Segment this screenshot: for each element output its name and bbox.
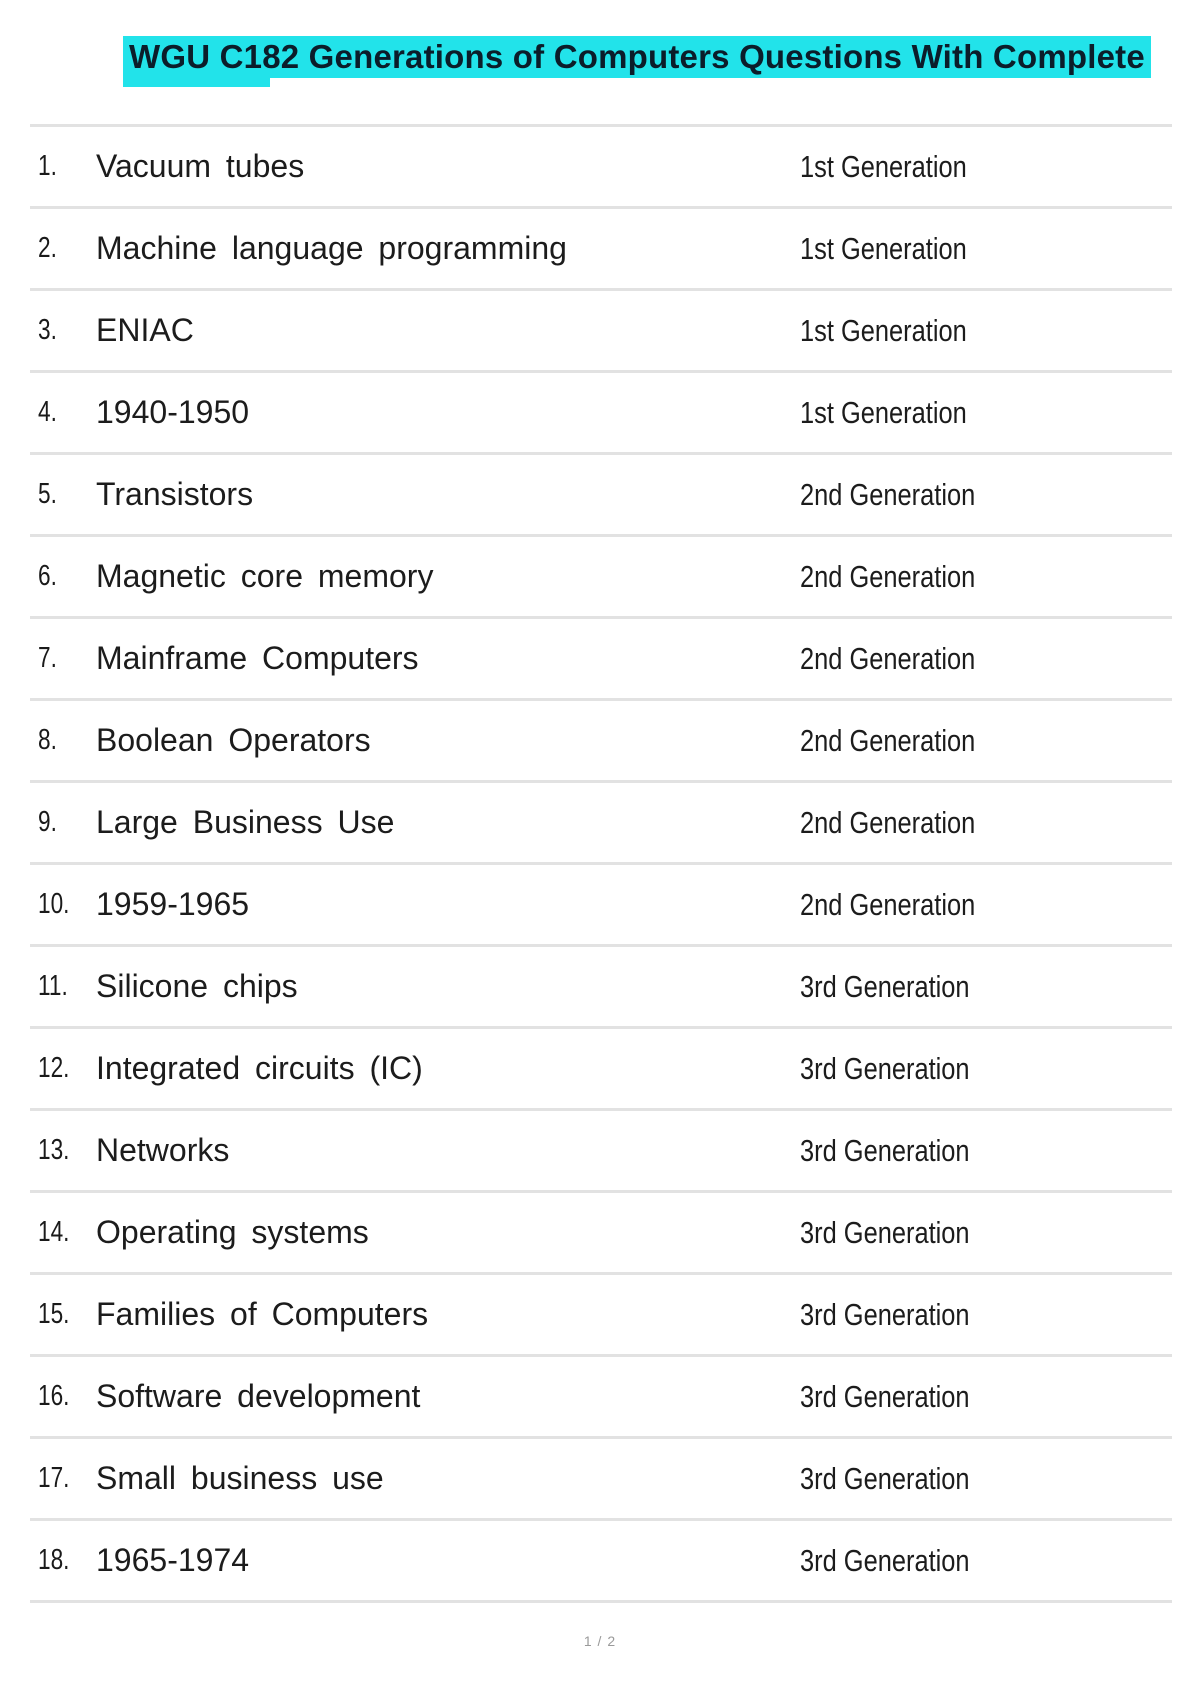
list-item [30, 619, 1172, 701]
item-definition: 2nd Generation [800, 805, 976, 840]
list-item [30, 1029, 1172, 1111]
item-definition: 1st Generation [800, 231, 967, 266]
item-number: 4. [38, 396, 57, 428]
list-item [30, 783, 1172, 865]
item-term: Mainframe Computers [96, 640, 419, 676]
item-number: 5. [38, 478, 57, 510]
title-block [123, 36, 1145, 84]
list-item [30, 373, 1172, 455]
item-number: 15. [38, 1298, 70, 1330]
item-term: Operating systems [96, 1214, 369, 1250]
item-term: Vacuum tubes [96, 148, 305, 184]
item-definition: 3rd Generation [800, 969, 970, 1004]
item-term: 1940-1950 [96, 394, 250, 430]
list-item [30, 1439, 1172, 1521]
list-item [30, 209, 1172, 291]
item-term: 1959-1965 [96, 886, 250, 922]
list-item [30, 701, 1172, 783]
list-item [30, 1357, 1172, 1439]
item-term: Families of Computers [96, 1296, 429, 1332]
title-highlight-tail [123, 78, 270, 87]
qa-list [30, 124, 1172, 1603]
list-item [30, 291, 1172, 373]
list-item [30, 127, 1172, 209]
item-number: 1. [38, 150, 57, 182]
item-number: 14. [38, 1216, 70, 1248]
item-definition: 1st Generation [800, 149, 967, 184]
item-term: Software development [96, 1378, 421, 1414]
item-definition: 3rd Generation [800, 1215, 970, 1250]
item-number: 9. [38, 806, 57, 838]
list-item [30, 1521, 1172, 1603]
item-term: 1965-1974 [96, 1542, 250, 1578]
item-number: 6. [38, 560, 57, 592]
item-number: 10. [38, 888, 70, 920]
item-number: 3. [38, 314, 57, 346]
item-number: 7. [38, 642, 57, 674]
item-definition: 2nd Generation [800, 887, 976, 922]
item-number: 11. [38, 970, 68, 1002]
item-definition: 3rd Generation [800, 1133, 970, 1168]
item-number: 2. [38, 232, 57, 264]
item-number: 13. [38, 1134, 70, 1166]
item-term: Boolean Operators [96, 722, 371, 758]
item-term: Networks [96, 1132, 230, 1168]
list-item [30, 537, 1172, 619]
item-number: 16. [38, 1380, 70, 1412]
list-item [30, 455, 1172, 537]
item-number: 12. [38, 1052, 70, 1084]
list-item [30, 1193, 1172, 1275]
item-definition: 3rd Generation [800, 1461, 970, 1496]
item-number: 17. [38, 1462, 70, 1494]
item-definition: 3rd Generation [800, 1543, 970, 1578]
item-definition: 2nd Generation [800, 477, 976, 512]
item-definition: 3rd Generation [800, 1379, 970, 1414]
item-term: Small business use [96, 1460, 384, 1496]
item-number: 18. [38, 1544, 70, 1576]
item-term: Magnetic core memory [96, 558, 434, 594]
item-definition: 3rd Generation [800, 1051, 970, 1086]
list-item [30, 1275, 1172, 1357]
item-term: Transistors [96, 476, 254, 512]
document-title: WGU C182 Generations of Computers Questions With Complete [123, 36, 1151, 78]
item-term: Silicone chips [96, 968, 298, 1004]
item-term: ENIAC [96, 312, 194, 348]
item-definition: 3rd Generation [800, 1297, 970, 1332]
item-definition: 1st Generation [800, 395, 967, 430]
list-item [30, 865, 1172, 947]
list-item [30, 947, 1172, 1029]
item-definition: 1st Generation [800, 313, 967, 348]
item-definition: 2nd Generation [800, 723, 976, 758]
item-definition: 2nd Generation [800, 559, 976, 594]
item-definition: 2nd Generation [800, 641, 976, 676]
item-term: Machine language programming [96, 230, 567, 266]
item-number: 8. [38, 724, 57, 756]
item-term: Large Business Use [96, 804, 395, 840]
item-term: Integrated circuits (IC) [96, 1050, 423, 1086]
page-number: 1 / 2 [583, 1633, 617, 1649]
list-item [30, 1111, 1172, 1193]
